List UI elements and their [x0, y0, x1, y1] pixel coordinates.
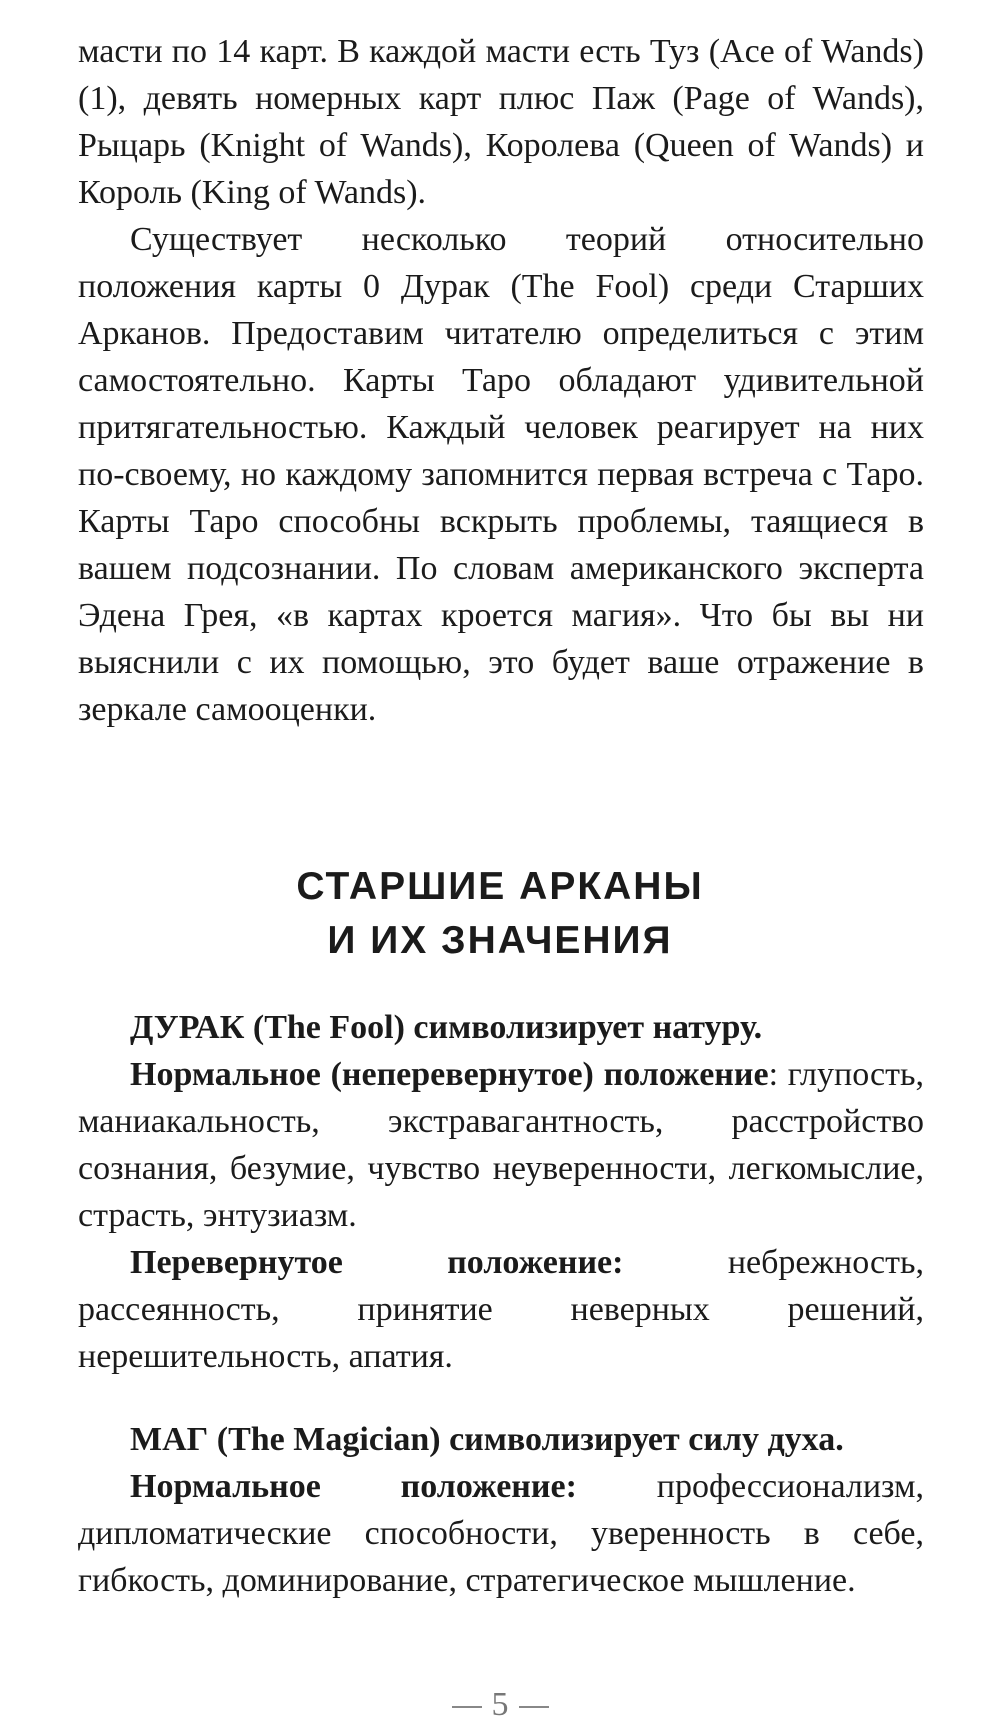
section-title-line-1: СТАРШИЕ АРКАНЫ — [296, 865, 704, 908]
card-title: ДУРАК (The Fool) символизирует натуру. — [130, 1009, 763, 1046]
reversed-position-text: небрежность, рассеянность, принятие неверных решений, нерешительность, апатия. — [78, 1244, 924, 1375]
normal-position-text: : глупость, маниакальность, экстравагантность, расстройство сознания, безумие, чувство неуверенности, легкомыслие, страсть, энтузиазм. — [78, 1056, 924, 1234]
card-normal-meaning — [78, 1051, 924, 1239]
card-reversed-meaning — [78, 1239, 924, 1380]
card-entry-fool — [78, 1004, 924, 1380]
card-heading — [78, 1416, 924, 1463]
dash-right — [519, 1706, 549, 1708]
normal-position-label: Нормальное положение: — [130, 1468, 577, 1505]
intro-paragraph-2: Существует несколько теорий относительно положения карты 0 Дурак (The Fool) среди Старших Арканов. Предоставим читателю определиться с этим самостоятельно. Карты Таро обладают удивительной притягательностью. Каждый человек реагирует на них по-своему, но каждому запомнится первая встреча с Таро. Карты Таро способны вскрыть проблемы, таящиеся в вашем подсознании. По словам американского эксперта Эдена Грея, «в картах кроется магия». Что бы вы ни выяснили с их помощью, это будет ваше отражение в зеркале самооценки. — [78, 221, 924, 728]
intro-block — [78, 28, 924, 733]
card-title: МАГ (The Magician) символизирует силу духа. — [130, 1421, 844, 1458]
intro-paragraph-1: масти по 14 карт. В каждой масти есть Туз (Ace of Wands) (1), девять номерных карт плюс Паж (Page of Wands), Рыцарь (Knight of Wands), Королева (Queen of Wands) и Король (King of Wands). — [78, 33, 924, 211]
section-title — [0, 860, 1000, 968]
card-entry-magician — [78, 1416, 924, 1604]
page-number-footer — [0, 1686, 1000, 1724]
normal-position-text: профессионализм, дипломатические способности, уверенность в себе, гибкость, доминирование, стратегическое мышление. — [78, 1468, 924, 1599]
reversed-position-label: Перевернутое положение: — [130, 1244, 624, 1281]
section-title-line-2: И ИХ ЗНАЧЕНИЯ — [327, 919, 673, 962]
normal-position-label: Нормальное (неперевернутое) положение — [130, 1056, 769, 1093]
card-normal-meaning — [78, 1463, 924, 1604]
card-heading — [78, 1004, 924, 1051]
page-number: 5 — [491, 1686, 509, 1723]
dash-left — [452, 1706, 482, 1708]
